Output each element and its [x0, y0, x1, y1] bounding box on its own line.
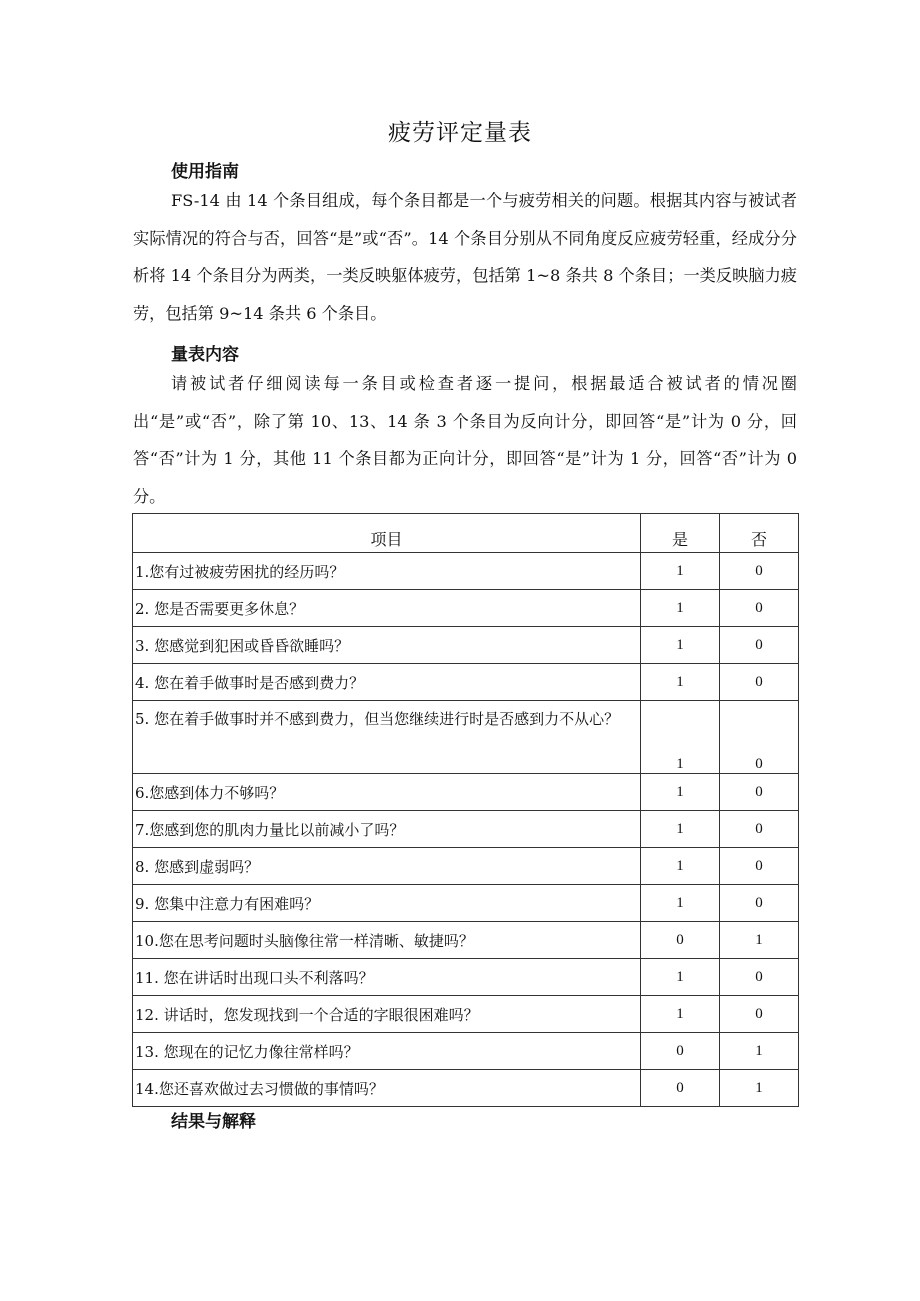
row-no-score: 0 [720, 811, 799, 848]
row-yes-score: 1 [641, 848, 720, 885]
row-item: 8. 您感到虚弱吗？ [133, 848, 641, 885]
row-item: 1.您有过被疲劳困扰的经历吗？ [133, 553, 641, 590]
row-yes-score: 0 [641, 1033, 720, 1070]
section-heading-guide: 使用指南 [171, 162, 239, 182]
content-paragraph: 请被试者仔细阅读每一条目或检查者逐一提问，根据最适合被试者的情况圈出“是”或“否”，除了第 10、13、14 条 3 个条目为反向计分，即回答“是”计为 0 分，回答“否”计为 1 分，其他 11 个条目都为正向计分，即回答“是”计为 1 分，回答“否”计为 0 分。 [133, 374, 797, 506]
row-item: 2. 您是否需要更多休息？ [133, 590, 641, 627]
table-row [133, 553, 799, 590]
row-item: 9. 您集中注意力有困难吗？ [133, 885, 641, 922]
table-row [133, 590, 799, 627]
guide-paragraph: FS-14 由 14 个条目组成，每个条目都是一个与疲劳相关的问题。根据其内容与被试者实际情况的符合与否，回答“是”或“否”。14 个条目分别从不同角度反应疲劳轻重，经成分分析将 14 个条目分为两类，一类反映躯体疲劳，包括第 1~8 条共 8 个条目；一类反映脑力疲劳，包括第 9~14 条共 6 个条目。 [133, 191, 797, 323]
row-yes-score: 1 [641, 774, 720, 811]
row-no-score: 0 [720, 590, 799, 627]
row-no-score: 0 [720, 848, 799, 885]
row-yes-score: 1 [641, 664, 720, 701]
table-header-row [133, 514, 799, 553]
row-item: 14.您还喜欢做过去习惯做的事情吗？ [133, 1070, 641, 1107]
row-item: 7.您感到您的肌肉力量比以前减小了吗？ [133, 811, 641, 848]
table-row [133, 885, 799, 922]
header-no: 否 [720, 514, 799, 553]
row-yes-score: 0 [641, 922, 720, 959]
table-row [133, 1070, 799, 1107]
fatigue-scale-table [132, 513, 799, 1107]
row-yes-score: 1 [641, 959, 720, 996]
row-item: 13. 您现在的记忆力像往常样吗？ [133, 1033, 641, 1070]
table-row [133, 996, 799, 1033]
row-yes-score: 1 [641, 811, 720, 848]
row-yes-score: 1 [641, 627, 720, 664]
row-item: 4. 您在着手做事时是否感到费力？ [133, 664, 641, 701]
row-no-score: 0 [720, 959, 799, 996]
row-item: 6.您感到体力不够吗？ [133, 774, 641, 811]
table-row [133, 774, 799, 811]
page-title: 疲劳评定量表 [388, 120, 532, 146]
table-row [133, 1033, 799, 1070]
row-no-score: 1 [720, 922, 799, 959]
table-row [133, 922, 799, 959]
row-no-score: 0 [720, 885, 799, 922]
table-row [133, 627, 799, 664]
row-no-score: 0 [720, 774, 799, 811]
row-no-score: 1 [720, 1033, 799, 1070]
table-row [133, 701, 799, 774]
row-yes-score: 1 [641, 701, 720, 774]
row-no-score: 0 [720, 996, 799, 1033]
row-yes-score: 0 [641, 1070, 720, 1107]
header-item: 项目 [133, 514, 641, 553]
header-yes: 是 [641, 514, 720, 553]
row-item: 11. 您在讲话时出现口头不利落吗？ [133, 959, 641, 996]
row-no-score: 0 [720, 627, 799, 664]
row-no-score: 0 [720, 701, 799, 774]
row-yes-score: 1 [641, 885, 720, 922]
row-item: 5. 您在着手做事时并不感到费力，但当您继续进行时是否感到力不从心？ [133, 701, 641, 774]
row-item: 3. 您感觉到犯困或昏昏欲睡吗？ [133, 627, 641, 664]
row-item: 12. 讲话时，您发现找到一个合适的字眼很困难吗？ [133, 996, 641, 1033]
row-no-score: 1 [720, 1070, 799, 1107]
table-row [133, 959, 799, 996]
table-row [133, 848, 799, 885]
row-item: 10.您在思考问题时头脑像往常一样清晰、敏捷吗？ [133, 922, 641, 959]
row-no-score: 0 [720, 553, 799, 590]
table-row [133, 811, 799, 848]
row-yes-score: 1 [641, 996, 720, 1033]
row-yes-score: 1 [641, 590, 720, 627]
row-no-score: 0 [720, 664, 799, 701]
row-yes-score: 1 [641, 553, 720, 590]
table-row [133, 664, 799, 701]
section-heading-result: 结果与解释 [171, 1112, 256, 1132]
section-heading-content: 量表内容 [171, 345, 239, 365]
